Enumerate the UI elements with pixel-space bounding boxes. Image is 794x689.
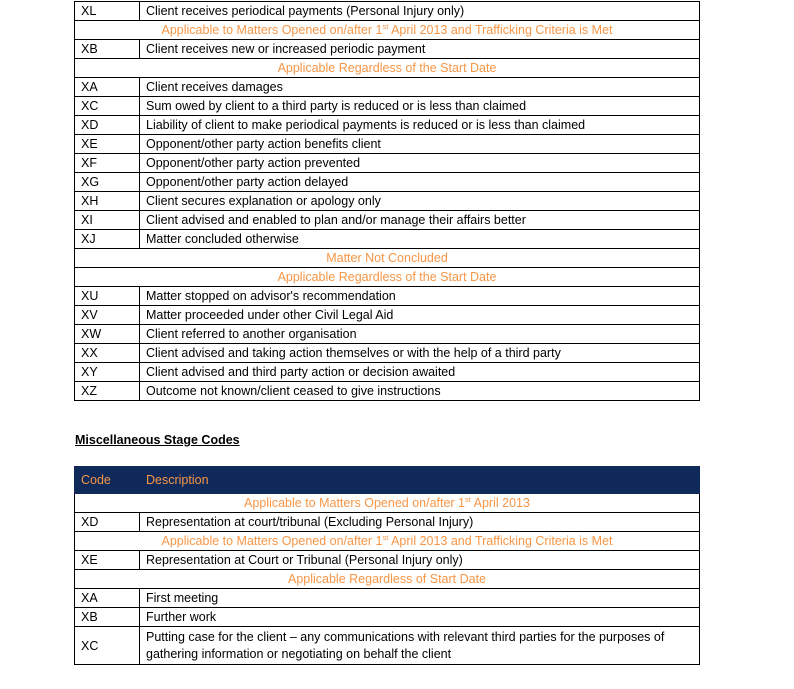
code-cell: XA [75,78,140,97]
table-row [75,589,700,608]
table-row [75,287,700,306]
table-header-row [75,467,700,494]
misc-stage-codes-heading: Miscellaneous Stage Codes [75,433,240,447]
ordinal-suffix: st [382,21,389,31]
table-row [75,551,700,570]
table-row [75,325,700,344]
code-cell: XG [75,173,140,192]
section-banner-row [75,532,700,551]
description-cell: Representation at court/tribunal (Excluding Personal Injury) [140,513,700,532]
table-row [75,116,700,135]
code-cell: XJ [75,230,140,249]
code-cell: XL [75,2,140,21]
table-row [75,513,700,532]
code-cell: XH [75,192,140,211]
section-banner-row [75,268,700,287]
code-cell: XC [75,627,140,665]
banner-text: April 2013 [470,496,530,510]
code-cell: XZ [75,382,140,401]
description-cell: Matter stopped on advisor's recommendation [140,287,700,306]
table-row [75,154,700,173]
table-row [75,363,700,382]
table-row [75,97,700,116]
banner-text: Applicable to Matters Opened on/after 1 [244,496,466,510]
code-cell: XD [75,513,140,532]
misc-stage-codes-table [74,466,700,665]
banner-text: Applicable to Matters Opened on/after 1 [161,23,383,37]
section-banner [75,532,700,551]
table-row [75,306,700,325]
code-cell: XD [75,116,140,135]
table-row [75,78,700,97]
code-column-header: Code [75,467,140,494]
table-row [75,230,700,249]
table-row [75,40,700,59]
description-cell: Client advised and taking action themselves or with the help of a third party [140,344,700,363]
code-cell: XW [75,325,140,344]
section-banner: Applicable Regardless of the Start Date [75,59,700,78]
description-column-header: Description [140,467,700,494]
code-cell: XE [75,135,140,154]
code-cell: XB [75,608,140,627]
description-cell: Matter concluded otherwise [140,230,700,249]
section-banner: Matter Not Concluded [75,249,700,268]
section-banner-row [75,570,700,589]
code-cell: XV [75,306,140,325]
description-cell: Representation at Court or Tribunal (Personal Injury only) [140,551,700,570]
section-banner-row [75,494,700,513]
code-cell: XB [75,40,140,59]
table-row [75,211,700,230]
section-banner-row [75,21,700,40]
table-row [75,627,700,665]
banner-text: April 2013 and Trafficking Criteria is Met [388,23,613,37]
code-cell: XI [75,211,140,230]
ordinal-suffix: st [382,532,389,542]
section-banner [75,21,700,40]
description-cell: Opponent/other party action delayed [140,173,700,192]
description-cell: First meeting [140,589,700,608]
code-cell: XX [75,344,140,363]
code-cell: XF [75,154,140,173]
table-row [75,135,700,154]
outcome-codes-table [74,1,700,401]
description-cell: Sum owed by client to a third party is reduced or is less than claimed [140,97,700,116]
description-cell: Opponent/other party action benefits client [140,135,700,154]
code-cell: XE [75,551,140,570]
description-cell: Client receives damages [140,78,700,97]
description-cell: Client secures explanation or apology only [140,192,700,211]
code-cell: XU [75,287,140,306]
section-banner-row [75,59,700,78]
description-cell: Matter proceeded under other Civil Legal Aid [140,306,700,325]
description-cell: Client advised and enabled to plan and/or manage their affairs better [140,211,700,230]
table-row [75,2,700,21]
table-row [75,192,700,211]
section-banner: Applicable Regardless of the Start Date [75,268,700,287]
section-banner: Applicable Regardless of Start Date [75,570,700,589]
description-cell: Liability of client to make periodical payments is reduced or is less than claimed [140,116,700,135]
table-row [75,173,700,192]
banner-text: Applicable to Matters Opened on/after 1 [161,534,383,548]
code-cell: XC [75,97,140,116]
description-cell: Client referred to another organisation [140,325,700,344]
section-banner-row [75,249,700,268]
description-cell: Opponent/other party action prevented [140,154,700,173]
table-row [75,382,700,401]
banner-text: April 2013 and Trafficking Criteria is Met [388,534,613,548]
description-cell: Client receives new or increased periodic payment [140,40,700,59]
description-cell: Outcome not known/client ceased to give instructions [140,382,700,401]
section-banner [75,494,700,513]
description-cell: Client advised and third party action or decision awaited [140,363,700,382]
table-row [75,608,700,627]
description-cell: Putting case for the client – any communications with relevant third parties for the purposes of gathering information or negotiating on behalf the client [140,627,700,665]
description-cell: Client receives periodical payments (Personal Injury only) [140,2,700,21]
ordinal-suffix: st [465,494,471,504]
description-cell: Further work [140,608,700,627]
code-cell: XA [75,589,140,608]
code-cell: XY [75,363,140,382]
table-row [75,344,700,363]
